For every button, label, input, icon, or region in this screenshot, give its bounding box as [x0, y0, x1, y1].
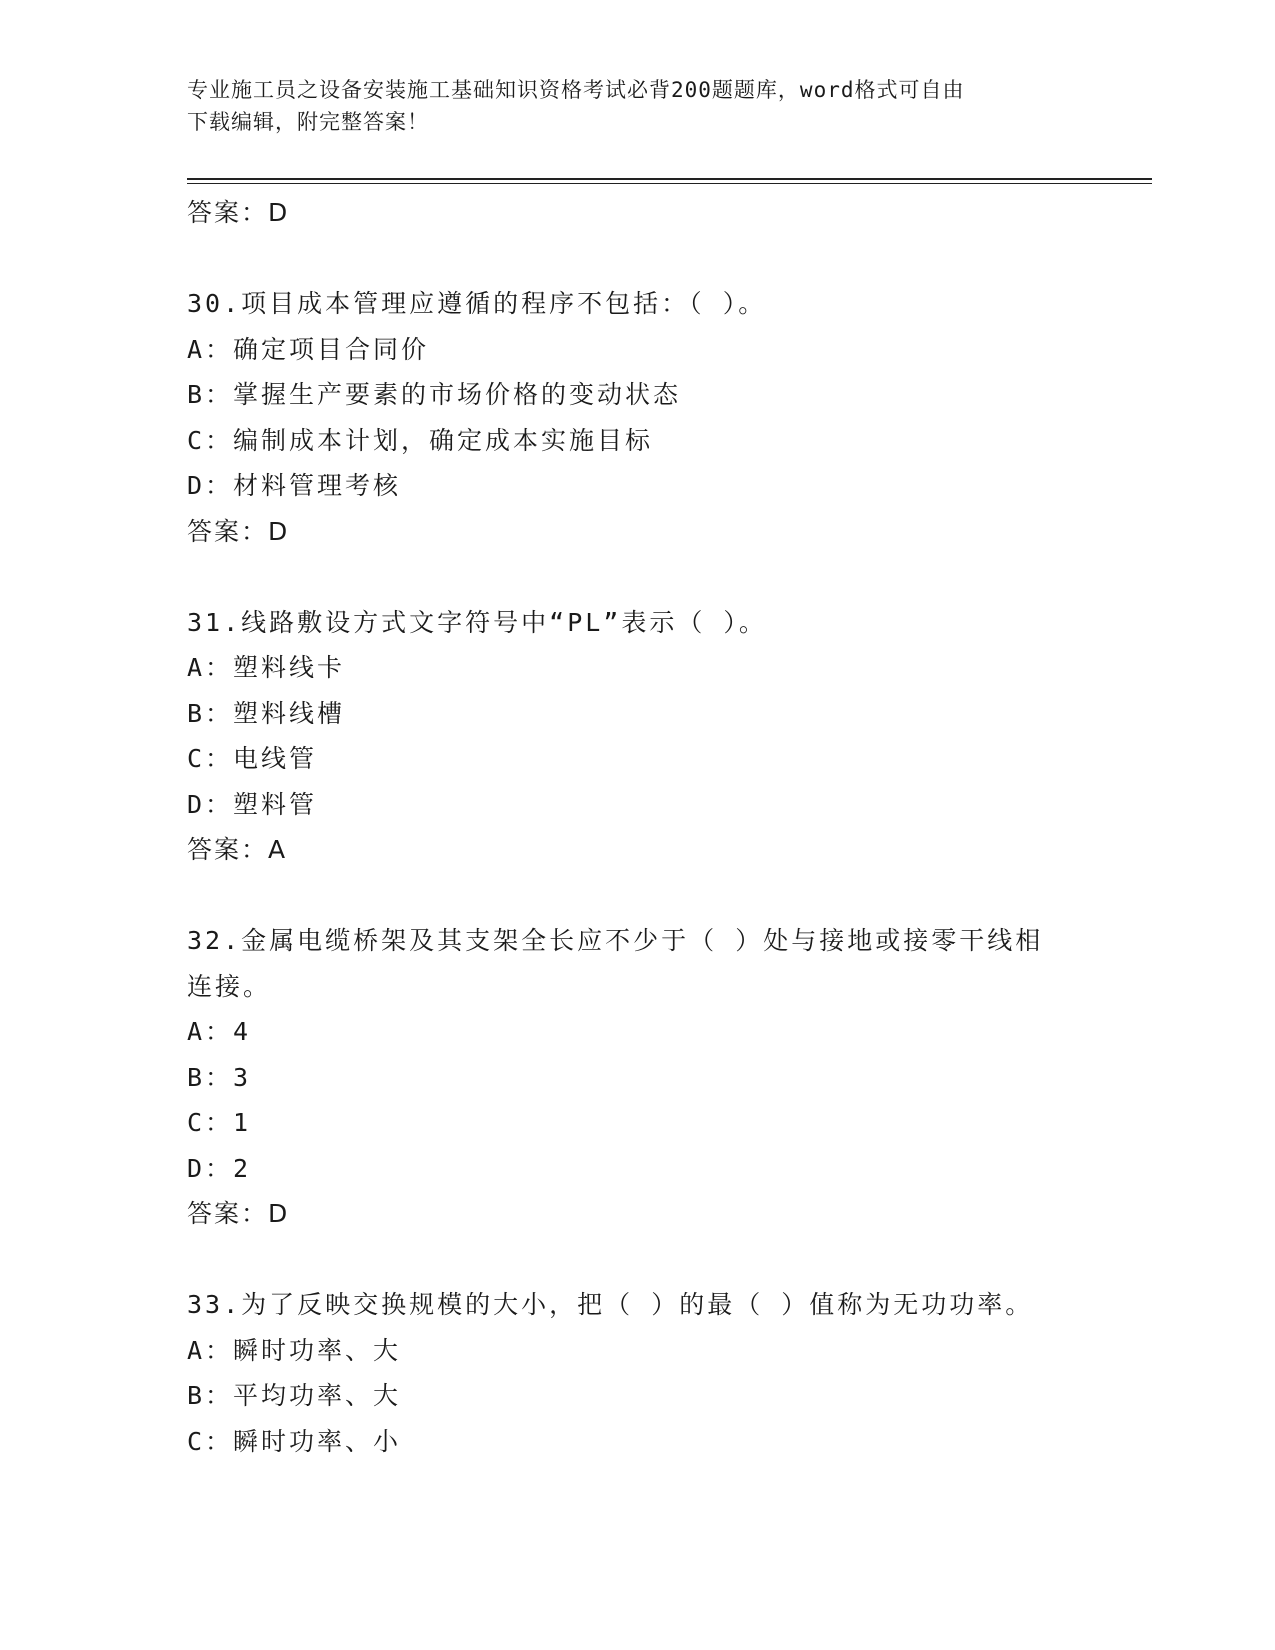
option-a: A：瞬时功率、大: [187, 1335, 402, 1365]
question-32: [187, 918, 1057, 1237]
option-b: B：3: [187, 1062, 252, 1092]
question-answer: 答案：A: [187, 835, 288, 864]
header-title-line-1: 专业施工员之设备安装施工基础知识资格考试必背200题题库，word格式可自由: [187, 78, 965, 102]
header-title-line-2: 下载编辑，附完整答案！: [187, 110, 429, 134]
option-c: C：1: [187, 1108, 252, 1137]
question-stem: 30.项目成本管理应遵循的程序不包括：（ ）。: [187, 289, 767, 318]
option-a: A：确定项目合同价: [187, 334, 430, 364]
option-d: D：2: [187, 1153, 252, 1183]
question-list: [187, 190, 1057, 1464]
option-b: B：塑料线槽: [187, 698, 346, 728]
option-a: A：塑料线卡: [187, 653, 346, 682]
question-31: [187, 600, 1057, 873]
spacer: [187, 1237, 1057, 1283]
option-b: B：掌握生产要素的市场价格的变动状态: [187, 380, 682, 409]
spacer: [187, 873, 1057, 919]
option-c: C：瞬时功率、小: [187, 1426, 402, 1456]
question-30: [187, 281, 1057, 554]
previous-answer: 答案：D: [187, 198, 290, 227]
header-rule-thin: [187, 183, 1152, 184]
option-c: C：编制成本计划，确定成本实施目标: [187, 425, 654, 455]
question-33: [187, 1282, 1057, 1464]
option-d: D：材料管理考核: [187, 471, 402, 500]
document-page: [187, 0, 1152, 1650]
option-b: B：平均功率、大: [187, 1381, 402, 1410]
spacer: [187, 236, 1057, 282]
question-answer: 答案：D: [187, 1199, 290, 1228]
option-d: D：塑料管: [187, 789, 318, 819]
document-header: [187, 74, 1077, 138]
header-rule-thick: [187, 178, 1152, 180]
question-stem: 33.为了反映交换规模的大小，把（ ）的最（ ）值称为无功功率。: [187, 1290, 1034, 1319]
question-answer: 答案：D: [187, 516, 290, 546]
question-stem-line-2: 连接。: [187, 971, 272, 1001]
question-stem-line-1: 32.金属电缆桥架及其支架全长应不少于（ ）处与接地或接零干线相: [187, 926, 1044, 955]
spacer: [187, 554, 1057, 600]
question-stem: 31.线路敷设方式文字符号中“PL”表示（ ）。: [187, 607, 767, 637]
option-c: C：电线管: [187, 744, 318, 773]
option-a: A：4: [187, 1017, 252, 1046]
